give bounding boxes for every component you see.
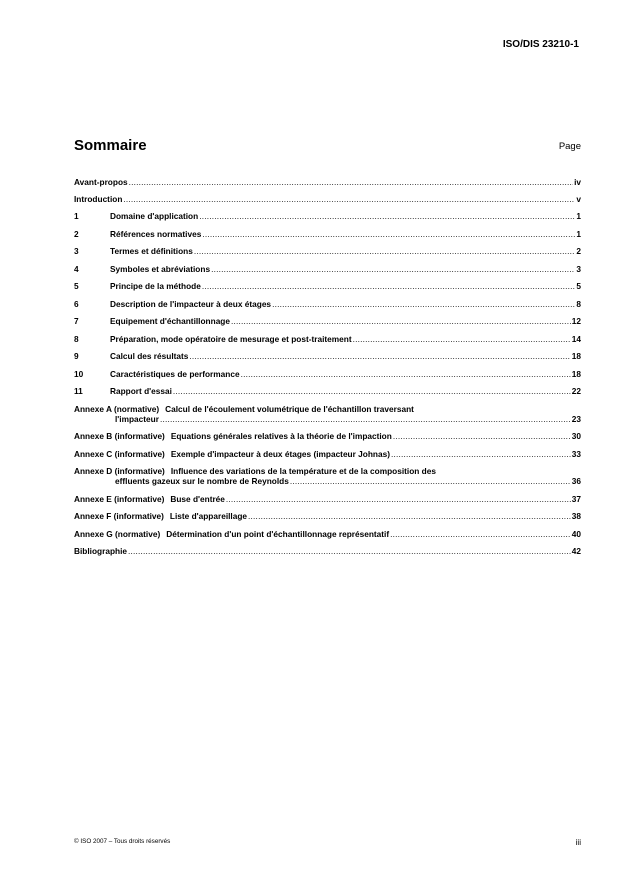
toc-entry-introduction[interactable] (74, 194, 581, 204)
toc-entry-page: 42 (571, 546, 581, 556)
toc-entry-text: Introduction (74, 193, 123, 204)
toc-entry-annex-d[interactable] (74, 466, 581, 486)
toc-entry-text: Références normatives (110, 228, 202, 239)
toc-entry-clause-5[interactable] (74, 281, 581, 291)
toc-entry-number: 9 (74, 351, 79, 361)
toc-entry-text: Exemple d'impacteur à deux étages (impacteur Johnas) (170, 448, 390, 459)
toc-entry-number: 4 (74, 263, 79, 274)
dot-leader (248, 511, 571, 521)
page-number: iii (575, 838, 581, 847)
toc-entry-page: 22 (571, 386, 581, 396)
dot-leader (231, 316, 571, 326)
document-id: ISO/DIS 23210-1 (502, 39, 579, 50)
annex-prefix: Annexe A (normative) (74, 403, 160, 414)
dot-leader (390, 529, 571, 539)
copyright-notice: © ISO 2007 – Tous droits réservés (74, 838, 171, 845)
toc-entry-annex-a[interactable] (74, 404, 581, 424)
toc-entry-text: Détermination d'un point d'échantillonnage représentatif (166, 528, 390, 539)
toc-entry-text: Termes et définitions (110, 246, 193, 256)
toc-entry-number: 2 (74, 228, 79, 239)
toc-entry-text: Buse d'entrée (170, 493, 225, 504)
annex-prefix: Annexe C (informative) (74, 448, 165, 459)
toc-entry-text: Influence des variations de la température et de la composition des (170, 466, 436, 476)
toc-entry-number: 3 (74, 246, 79, 256)
annex-prefix: Annexe D (informative) (74, 466, 165, 476)
dot-leader (353, 334, 571, 344)
dot-leader (173, 386, 571, 396)
toc-entry-text: Description de l'impacteur à deux étages (110, 298, 272, 309)
toc-entry-number: 1 (74, 211, 79, 221)
toc-entry-number: 11 (74, 386, 83, 396)
toc-entry-text: Principe de la méthode (110, 281, 201, 291)
annex-prefix: Annexe B (informative) (74, 431, 165, 441)
toc-entry-page: 18 (571, 368, 581, 379)
dot-leader (393, 431, 571, 441)
toc-entry-page: 40 (571, 528, 581, 539)
toc-entry-text: Avant-propos (74, 177, 128, 187)
toc-entry-text: Equations générales relatives à la théorie de l'impaction (170, 431, 392, 441)
dot-leader (202, 229, 575, 239)
toc-entry-page: 23 (571, 413, 581, 424)
toc-entry-page: 1 (576, 211, 581, 221)
toc-entry-page: 1 (576, 228, 581, 239)
toc-entry-number: 7 (74, 316, 79, 326)
toc-entry-number: 8 (74, 333, 79, 344)
dot-leader (128, 546, 571, 556)
page-footer (74, 838, 581, 850)
toc-entry-annex-c[interactable] (74, 449, 581, 459)
toc-entry-text: Calcul des résultats (110, 351, 189, 361)
toc-entry-page: 36 (571, 476, 581, 486)
toc-entry-clause-10[interactable] (74, 369, 581, 379)
toc-entry-annex-f[interactable] (74, 511, 581, 521)
dot-leader (211, 264, 575, 274)
annex-prefix: Annexe F (informative) (74, 511, 164, 521)
toc-entry-page: 38 (571, 511, 581, 521)
table-of-contents (74, 177, 581, 564)
dot-leader (129, 177, 573, 187)
toc-entry-clause-8[interactable] (74, 334, 581, 344)
toc-entry-page: 5 (576, 281, 581, 291)
toc-entry-annex-e[interactable] (74, 494, 581, 504)
toc-entry-page: 2 (576, 246, 581, 256)
toc-entry-page: 30 (571, 431, 581, 441)
dot-leader (226, 494, 571, 504)
toc-entry-clause-3[interactable] (74, 246, 581, 256)
toc-entry-page: 18 (571, 351, 581, 361)
toc-entry-annex-b[interactable] (74, 431, 581, 441)
toc-entry-clause-7[interactable] (74, 316, 581, 326)
toc-entry-annex-g[interactable] (74, 529, 581, 539)
toc-entry-page: 8 (576, 298, 581, 309)
toc-entry-clause-6[interactable] (74, 299, 581, 309)
toc-entry-text: Liste d'appareillage (169, 511, 248, 521)
toc-entry-page: iv (574, 177, 581, 187)
toc-entry-text-continued: effluents gazeux sur le nombre de Reynolds (115, 476, 289, 486)
toc-entry-text: Calcul de l'écoulement volumétrique de l'échantillon traversant (165, 403, 414, 414)
toc-entry-page: v (576, 193, 581, 204)
dot-leader (194, 246, 576, 256)
toc-entry-foreword[interactable] (74, 177, 581, 187)
toc-entry-number: 6 (74, 298, 79, 309)
dot-leader (123, 194, 575, 204)
toc-entry-text: Rapport d'essai (110, 386, 172, 396)
toc-entry-text-continued: l'impacteur (115, 413, 159, 424)
dot-leader (199, 211, 575, 221)
dot-leader (160, 414, 571, 424)
toc-entry-text: Domaine d'application (110, 211, 199, 221)
dot-leader (391, 449, 571, 459)
toc-entry-page: 33 (571, 448, 581, 459)
toc-entry-clause-11[interactable] (74, 386, 581, 396)
dot-leader (241, 369, 571, 379)
toc-entry-text: Equipement d'échantillonnage (110, 316, 230, 326)
toc-entry-page: 37 (571, 493, 581, 504)
annex-prefix: Annexe E (informative) (74, 493, 165, 504)
dot-leader (272, 299, 575, 309)
toc-entry-text: Symboles et abréviations (110, 263, 211, 274)
toc-heading (74, 137, 581, 157)
dot-leader (189, 351, 570, 361)
toc-entry-clause-9[interactable] (74, 351, 581, 361)
toc-entry-text: Caractéristiques de performance (110, 368, 240, 379)
toc-entry-page: 14 (571, 333, 581, 344)
toc-entry-number: 10 (74, 368, 84, 379)
annex-prefix: Annexe G (normative) (74, 528, 161, 539)
toc-entry-text: Préparation, mode opératoire de mesurage et post-traitement (110, 333, 352, 344)
toc-entry-clause-2[interactable] (74, 229, 581, 239)
toc-entry-page: 12 (571, 316, 581, 326)
toc-entry-bibliography[interactable] (74, 546, 581, 556)
toc-entry-number: 5 (74, 281, 79, 291)
toc-page-label: Page (558, 141, 581, 152)
toc-entry-clause-1[interactable] (74, 211, 581, 221)
toc-entry-clause-4[interactable] (74, 264, 581, 274)
toc-entry-text: Bibliographie (74, 546, 128, 556)
toc-title: Sommaire (74, 137, 147, 154)
toc-entry-page: 3 (576, 263, 581, 274)
dot-leader (290, 476, 571, 486)
dot-leader (202, 281, 576, 291)
